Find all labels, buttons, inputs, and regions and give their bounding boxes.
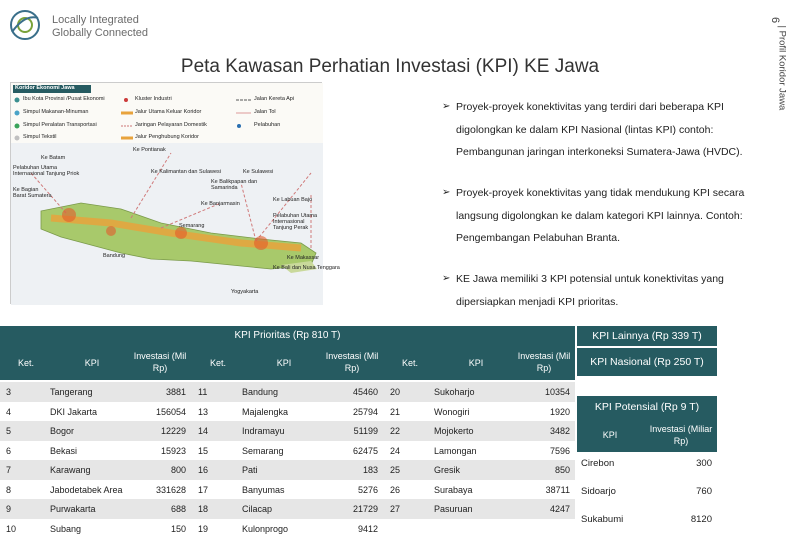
legend-kluster: Kluster Industri xyxy=(135,96,172,102)
map-label-bali: Ke Bali dan Nusa Tenggara xyxy=(273,265,340,271)
map-label-perak: Pelabuhan Utama Internasional Tanjung Perak xyxy=(273,213,318,231)
potensial-kpi: Sidoarjo xyxy=(581,486,616,497)
priority-colheader-kpi: KPI xyxy=(84,358,100,368)
priority-investasi: 331628 xyxy=(155,484,186,495)
bullet-3-text: KE Jawa memiliki 3 KPI potensial untuk konektivitas yang dipersiapkan menjadi KPI prioritas. xyxy=(456,273,724,308)
priority-investasi: 38711 xyxy=(545,484,570,495)
priority-investasi: 9412 xyxy=(357,523,378,534)
map-label-semarang: Semarang xyxy=(179,223,205,229)
priority-investasi: 25794 xyxy=(352,406,378,417)
potensial-investasi: 8120 xyxy=(690,514,712,525)
priority-investasi: 3881 xyxy=(165,387,186,397)
legend-transportasi: Simpul Peralatan Transportasi xyxy=(23,122,97,128)
priority-ket: 18 xyxy=(198,504,209,514)
priority-kpi: Karawang xyxy=(50,465,91,475)
map-label-batam: Ke Batam xyxy=(41,155,66,161)
priority-colheader-ket: Ket. xyxy=(209,358,226,368)
legend-tekstil: Simpul Tekstil xyxy=(23,134,57,140)
map-label-sulawesi: Ke Sulawesi xyxy=(243,169,274,175)
priority-kpi: DKI Jakarta xyxy=(50,406,98,417)
priority-kpi: Indramayu xyxy=(242,426,285,436)
potensial-kpi: Cirebon xyxy=(581,458,615,469)
priority-ket: 27 xyxy=(390,504,401,514)
potensial-investasi: 300 xyxy=(696,458,712,469)
priority-investasi: 4247 xyxy=(549,504,570,514)
map-label-pontianak: Ke Pontianak xyxy=(133,147,166,153)
priority-ket: 17 xyxy=(198,484,209,495)
map-label-yogyakarta: Yogyakarta xyxy=(231,289,259,295)
map-label-balikpapan: Ke Balikpapan dan Samarinda xyxy=(211,179,258,191)
side-label-box xyxy=(768,0,792,200)
legend-penghubung: Jalur Penghubung Koridor xyxy=(135,134,199,140)
priority-ket: 22 xyxy=(390,426,401,436)
priority-ket: 6 xyxy=(6,445,12,456)
lainnya-heading: KPI Lainnya (Rp 339 T) xyxy=(577,326,717,346)
priority-ket: 21 xyxy=(390,406,401,417)
priority-kpi: Bekasi xyxy=(50,445,78,456)
priority-colheader-inv: Investasi (Mil Rp) xyxy=(325,351,379,373)
priority-colheader-ket: Ket. xyxy=(17,358,34,368)
priority-ket: 24 xyxy=(390,445,401,456)
page-number: 6 xyxy=(769,16,782,24)
map-legend-title: Koridor Ekonomi Jawa xyxy=(15,85,75,91)
bullet-3 xyxy=(442,268,736,313)
priority-kpi: Semarang xyxy=(242,445,284,456)
org-name xyxy=(52,14,148,40)
priority-kpi: Gresik xyxy=(434,465,461,475)
priority-kpi: Banyumas xyxy=(242,484,285,495)
legend-makanan: Simpul Makanan-Minuman xyxy=(23,109,89,115)
legend-ibu-kota: Ibu Kota Provinsi /Pusat Ekonomi xyxy=(23,96,105,102)
map-label-labuan-bajo: Ke Labuan Bajo xyxy=(273,197,313,203)
priority-investasi: 150 xyxy=(170,523,186,534)
priority-investasi: 156054 xyxy=(155,406,186,417)
priority-investasi: 850 xyxy=(554,465,570,475)
side-label: | Profil Koridor Jawa xyxy=(776,25,788,111)
priority-kpi: Subang xyxy=(50,523,82,534)
priority-kpi: Sukoharjo xyxy=(434,387,475,397)
map-label-sumatera: Ke Bagian Barat Sumatera xyxy=(13,187,52,199)
priority-kpi: Surabaya xyxy=(434,484,473,495)
priority-kpi: Pati xyxy=(242,465,258,475)
priority-ket: 4 xyxy=(6,406,12,417)
priority-ket: 25 xyxy=(390,465,401,475)
nasional-heading: KPI Nasional (Rp 250 T) xyxy=(577,348,717,376)
priority-ket: 5 xyxy=(6,426,12,436)
bullet-1-text: Proyek-proyek konektivitas yang terdiri dari beberapa KPI digolongkan ke dalam KPI Nasional (lintas KPI) contoh: Pembangunan jaringan interkoneksi Sumatera-Jawa (HVDC). xyxy=(456,101,743,158)
priority-investasi: 45460 xyxy=(352,387,378,397)
priority-investasi: 688 xyxy=(170,504,186,514)
potensial-col-kpi: KPI xyxy=(602,430,618,440)
bullet-2 xyxy=(442,182,746,250)
priority-investasi: 7596 xyxy=(549,445,570,456)
priority-kpi: Bandung xyxy=(242,387,279,397)
bullet-arrow-icon: ➢ xyxy=(442,101,451,112)
legend-tol: Jalan Tol xyxy=(254,109,276,115)
priority-kpi: Pasuruan xyxy=(434,504,473,514)
priority-ket: 26 xyxy=(390,484,401,495)
potensial-investasi: 760 xyxy=(696,486,712,497)
page-title: Peta Kawasan Perhatian Investasi (KPI) KE Jawa xyxy=(180,56,600,77)
priority-investasi: 15923 xyxy=(160,445,186,456)
potensial-heading: KPI Potensial (Rp 9 T) xyxy=(577,396,717,418)
priority-investasi: 800 xyxy=(170,465,186,475)
priority-ket: 15 xyxy=(198,445,209,456)
priority-ket: 8 xyxy=(6,484,12,495)
priority-investasi: 51199 xyxy=(353,426,378,436)
priority-kpi: Kulonprogo xyxy=(242,523,289,534)
priority-kpi: Bogor xyxy=(50,426,75,436)
priority-ket: 13 xyxy=(198,406,209,417)
bullet-arrow-icon: ➢ xyxy=(442,187,451,198)
priority-ket: 16 xyxy=(198,465,209,475)
map-label-banjarmasin: Ke Banjarmasin xyxy=(201,201,240,207)
priority-investasi: 10354 xyxy=(544,387,570,397)
priority-colheader-inv: Investasi (Mil Rp) xyxy=(517,351,571,373)
priority-ket: 9 xyxy=(6,504,12,514)
priority-investasi: 183 xyxy=(362,465,378,475)
priority-investasi: 12229 xyxy=(160,426,186,436)
priority-kpi: Purwakarta xyxy=(50,504,96,514)
priority-investasi: 3482 xyxy=(549,426,570,436)
priority-ket: 7 xyxy=(6,465,12,475)
map-label-bandung: Bandung xyxy=(103,253,126,259)
bullet-1 xyxy=(442,96,746,164)
org-line1: Locally Integrated xyxy=(52,14,139,26)
map-label-makassar: Ke Makassar xyxy=(287,255,320,261)
potensial-kpi: Sukabumi xyxy=(581,514,624,525)
priority-kpi: Tangerang xyxy=(50,387,93,397)
priority-ket: 20 xyxy=(390,387,401,397)
legend-jalur-utama: Jalur Utama Keluar Koridor xyxy=(135,109,202,115)
priority-table xyxy=(0,326,575,540)
priority-kpi: Cilacap xyxy=(242,504,273,514)
priority-colheader-kpi: KPI xyxy=(468,358,484,368)
priority-kpi: Wonogiri xyxy=(434,406,470,417)
map-label-priok: Pelabuhan Utama Internasional Tanjung Priok xyxy=(13,165,80,177)
bullet-arrow-icon: ➢ xyxy=(442,273,451,284)
priority-kpi: Jabodetabek Area xyxy=(50,484,123,495)
legend-pelayaran: Jaringan Pelayaran Domestik xyxy=(135,122,207,128)
priority-ket: 19 xyxy=(198,523,209,534)
org-line2: Globally Connected xyxy=(52,27,149,39)
priority-colheader-ket: Ket. xyxy=(401,358,418,368)
potensial-col-inv: Investasi (Miliar Rp) xyxy=(649,424,713,446)
legend-kereta: Jalan Kereta Api xyxy=(254,96,295,102)
priority-kpi: Mojokerto xyxy=(434,426,474,436)
priority-investasi: 1920 xyxy=(549,406,570,417)
priority-ket: 14 xyxy=(198,426,209,436)
bullet-2-text: Proyek-proyek konektivitas yang tidak mendukung KPI secara langsung digolongkan ke dalam kategori KPI lainnya. Contoh: Pengembangan Pelabuhan Branta. xyxy=(456,187,745,244)
priority-investasi: 5276 xyxy=(357,484,378,495)
priority-heading: KPI Prioritas (Rp 810 T) xyxy=(0,326,575,346)
priority-colheader-kpi: KPI xyxy=(276,358,292,368)
kpi-map xyxy=(10,82,340,304)
priority-ket: 3 xyxy=(6,387,12,397)
legend-pelabuhan: Pelabuhan xyxy=(254,122,281,128)
priority-kpi: Lamongan xyxy=(434,445,477,456)
map-label-kalimantan: Ke Kalimantan dan Sulawesi xyxy=(151,169,222,175)
logo-icon xyxy=(8,8,42,42)
priority-colheader-inv: Investasi (Mil Rp) xyxy=(133,351,187,373)
priority-ket: 10 xyxy=(6,523,17,534)
priority-kpi: Majalengka xyxy=(242,406,289,417)
priority-ket: 11 xyxy=(198,387,208,397)
priority-investasi: 62475 xyxy=(352,445,378,456)
priority-investasi: 21729 xyxy=(352,504,378,514)
